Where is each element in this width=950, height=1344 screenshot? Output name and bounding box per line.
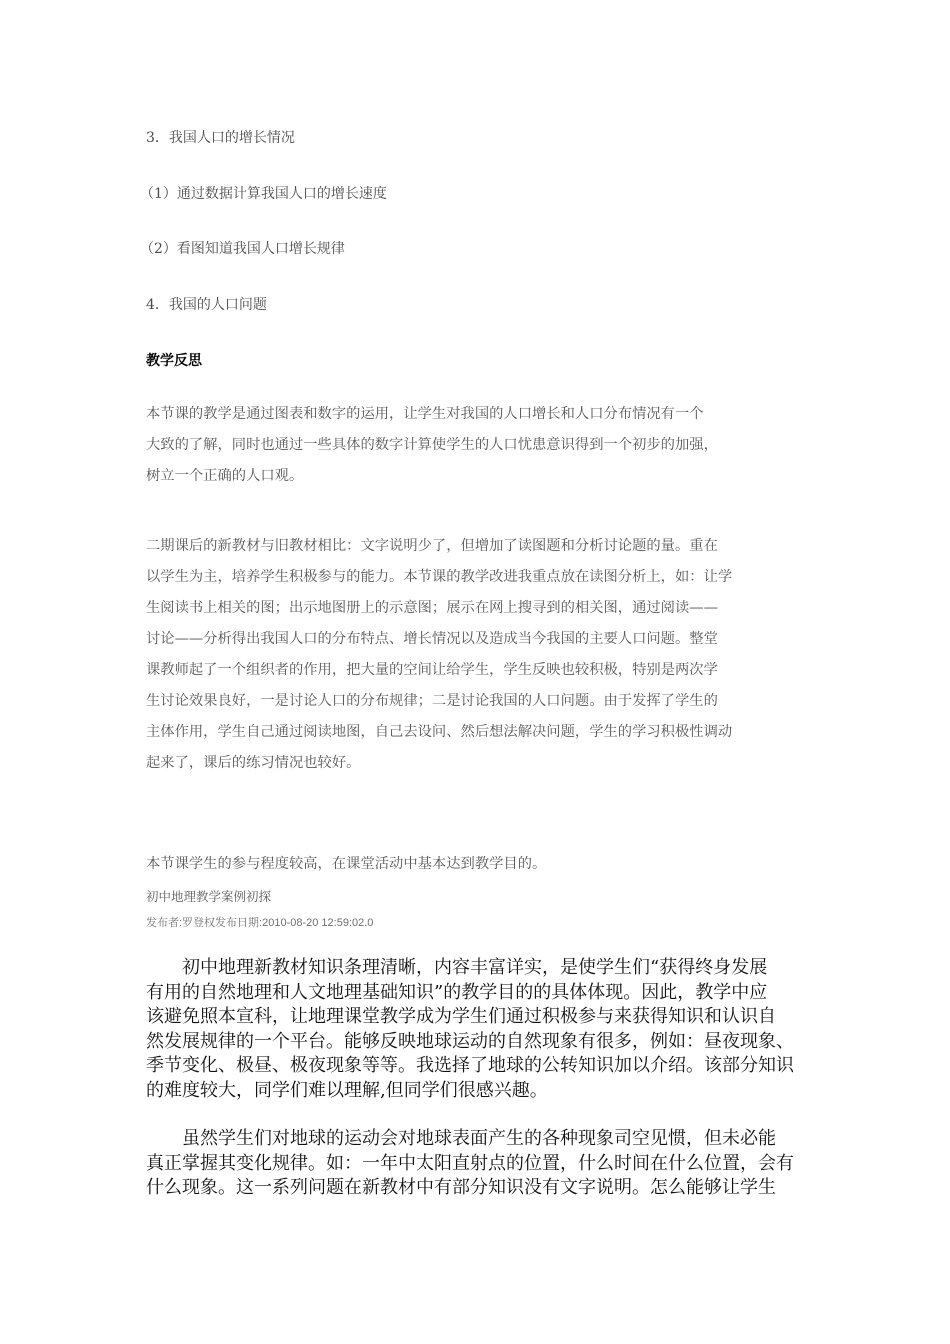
text-line: 初中地理新教材知识条理清晰，内容丰富详实，是使学生们“获得终身发展	[146, 957, 768, 978]
text-line: 二期课后的新教材与旧教材相比：文字说明少了，但增加了读图题和分析讨论题的量。重在	[146, 538, 718, 554]
text-line: 生讨论效果良好，一是讨论人口的分布规律；二是讨论我国的人口问题。由于发挥了学生的	[146, 693, 718, 709]
text-line: 以学生为主，培养学生积极参与的能力。本节课的教学改进我重点放在读图分析上，如：让学	[146, 569, 733, 585]
text-line: 本节课的教学是通过图表和数字的运用，让学生对我国的人口增长和人口分布情况有一个	[146, 406, 704, 422]
text-line: 什么现象。这一系列问题在新教材中有部分知识没有文字说明。怎么能够让学生	[146, 1177, 776, 1198]
article-paragraph-1	[146, 956, 816, 1103]
text-line: 然发展规律的一个平台。能够反映地球运动的自然现象有很多，例如：昼夜现象、	[146, 1030, 794, 1052]
text-line: 讨论——分析得出我国人口的分布特点、增长情况以及造成当今我国的主要人口问题。整堂	[146, 631, 718, 647]
text-line: 该避免照本宣科，让地理课堂教学成为学生们通过积极参与来获得知识和认识自	[146, 1006, 776, 1027]
outline-subitem-2: （2）看图知道我国人口增长规律	[140, 241, 345, 257]
article-title: 初中地理教学案例初探	[146, 890, 272, 904]
text-line: 树立一个正确的人口观。	[146, 468, 304, 484]
text-line: 有用的自然地理和人文地理基础知识”的教学目的的具体体现。因此，教学中应	[146, 981, 768, 1003]
reflection-paragraph-2	[146, 531, 816, 779]
reflection-paragraph-3: 本节课学生的参与程度较高，在课堂活动中基本达到教学目的。	[146, 856, 547, 872]
text-line: 主体作用，学生自己通过阅读地图，自己去设问、然后想法解决问题，学生的学习积极性调动	[146, 724, 733, 740]
text-line: 真正掌握其变化规律。如：一年中太阳直射点的位置，什么时间在什么位置，会有	[146, 1152, 794, 1174]
text-line: 虽然学生们对地球的运动会对地球表面产生的各种现象司空见惯，但未必能	[146, 1128, 776, 1149]
article-meta: 发布者:罗登权发布日期:2010-08-20 12:59:02.0	[146, 917, 374, 929]
outline-item-4: 4．我国的人口问题	[146, 297, 267, 313]
reflection-paragraph-1	[146, 399, 816, 492]
text-line: 季节变化、极昼、极夜现象等等。我选择了地球的公转知识加以介绍。该部分知识	[146, 1055, 794, 1076]
article-paragraph-2	[146, 1127, 816, 1201]
text-line: 课教师起了一个组织者的作用，把大量的空间让给学生，学生反映也较积极，特别是两次学	[146, 662, 718, 678]
reflection-heading: 教学反思	[146, 353, 202, 369]
outline-subitem-1: （1）通过数据计算我国人口的增长速度	[140, 186, 387, 202]
text-line: 大致的了解，同时也通过一些具体的数字计算使学生的人口忧患意识得到一个初步的加强，	[146, 437, 718, 453]
text-line: 生阅读书上相关的图；出示地图册上的示意图；展示在网上搜寻到的相关图，通过阅读——	[146, 600, 718, 616]
text-line: 起来了，课后的练习情况也较好。	[146, 755, 361, 771]
text-line: 的难度较大，同学们难以理解,但同学们很感兴趣。	[146, 1079, 548, 1101]
outline-item-3: 3．我国人口的增长情况	[146, 130, 295, 146]
